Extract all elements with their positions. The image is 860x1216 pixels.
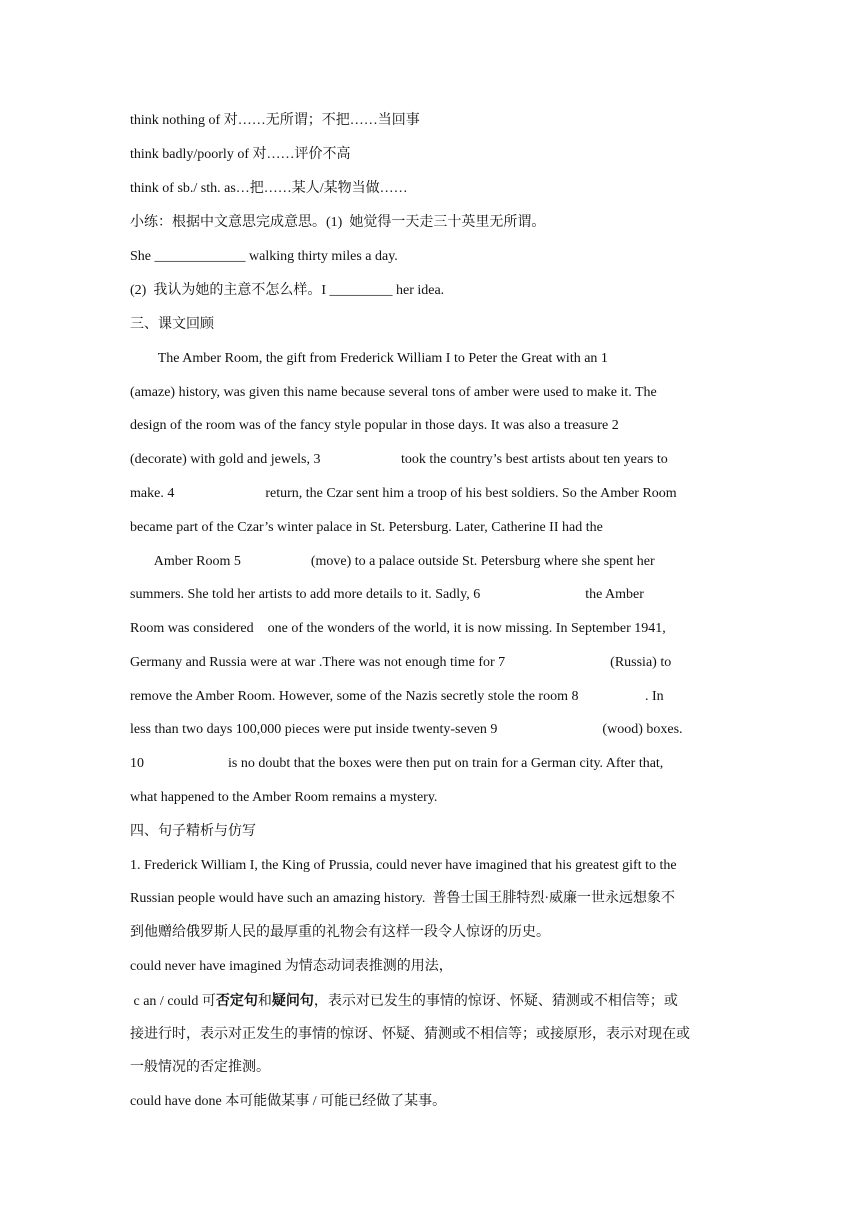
negative-sentence-term: 否定句 bbox=[215, 993, 258, 1009]
section-3-heading: 三、课文回顾 bbox=[130, 317, 214, 332]
passage-line: (amaze) history, was given this name because several tons of amber were used to make it. The bbox=[130, 385, 657, 400]
grammar-note-3: 接进行时，表示对正发生的事情的惊讶、怀疑、猜测或不相信等；或接原形，表示对现在或 bbox=[130, 1027, 690, 1042]
grammar-note-2-a: c an / could 可 bbox=[130, 994, 216, 1009]
passage-line: The Amber Room, the gift from Frederick William I to Peter the Great with an 1 bbox=[130, 351, 608, 366]
grammar-note-2-c: 和 bbox=[257, 994, 272, 1009]
grammar-note-1: could never have imagined 为情态动词表推测的用法， bbox=[130, 959, 453, 974]
vocab-think-nothing-of: think nothing of 对……无所谓；不把……当回事 bbox=[130, 113, 420, 128]
passage-line: summers. She told her artists to add more details to it. Sadly, 6 the Amber bbox=[130, 587, 644, 602]
grammar-note-5: could have done 本可能做某事 / 可能已经做了某事。 bbox=[130, 1094, 447, 1109]
section-4-heading: 四、句子精析与仿写 bbox=[130, 824, 256, 839]
passage-line: what happened to the Amber Room remains a mystery. bbox=[130, 790, 438, 805]
passage-line: 10 is no doubt that the boxes were then put on train for a German city. After that, bbox=[130, 756, 664, 771]
passage-line: Germany and Russia were at war .There was not enough time for 7 (Russia) to bbox=[130, 655, 672, 670]
practice-sentence-2: (2) 我认为她的主意不怎么样。I _________ her idea. bbox=[130, 283, 445, 298]
vocab-think-of-as: think of sb./ sth. as…把……某人/某物当做…… bbox=[130, 181, 408, 196]
vocab-think-badly-of: think badly/poorly of 对……评价不高 bbox=[130, 147, 351, 162]
sentence-1-english: 1. Frederick William I, the King of Prussia, could never have imagined that his greatest gift to the bbox=[130, 858, 677, 873]
sentence-1-continued: Russian people would have such an amazing history. 普鲁士国王腓特烈·威廉一世永远想象不 bbox=[130, 891, 676, 906]
passage-line: Room was considered one of the wonders of the world, it is now missing. In September 1941, bbox=[130, 621, 666, 636]
question-sentence-term: 疑问句 bbox=[271, 993, 314, 1009]
passage-line: design of the room was of the fancy style popular in those days. It was also a treasure 2 bbox=[130, 418, 619, 433]
passage-line: (decorate) with gold and jewels, 3 took the country’s best artists about ten years to bbox=[130, 452, 668, 467]
grammar-note-2 bbox=[130, 991, 678, 1012]
passage-line: became part of the Czar’s winter palace in St. Petersburg. Later, Catherine II had the bbox=[130, 520, 603, 535]
practice-sentence-1: She _____________ walking thirty miles a day. bbox=[130, 249, 398, 264]
practice-instruction: 小练：根据中文意思完成意思。(1) 她觉得一天走三十英里无所谓。 bbox=[130, 215, 546, 230]
passage-line: less than two days 100,000 pieces were put inside twenty-seven 9 (wood) boxes. bbox=[130, 722, 683, 737]
sentence-1-translation: 到他赠给俄罗斯人民的最厚重的礼物会有这样一段令人惊讶的历史。 bbox=[130, 925, 550, 940]
passage-line: remove the Amber Room. However, some of the Nazis secretly stole the room 8 . In bbox=[130, 689, 664, 704]
passage-line: Amber Room 5 (move) to a palace outside St. Petersburg where she spent her bbox=[130, 554, 655, 569]
grammar-note-4: 一般情况的否定推测。 bbox=[130, 1060, 270, 1075]
grammar-note-2-e: ，表示对已发生的事情的惊讶、怀疑、猜测或不相信等；或 bbox=[313, 994, 678, 1009]
passage-line: make. 4 return, the Czar sent him a troop of his best soldiers. So the Amber Room bbox=[130, 486, 677, 501]
